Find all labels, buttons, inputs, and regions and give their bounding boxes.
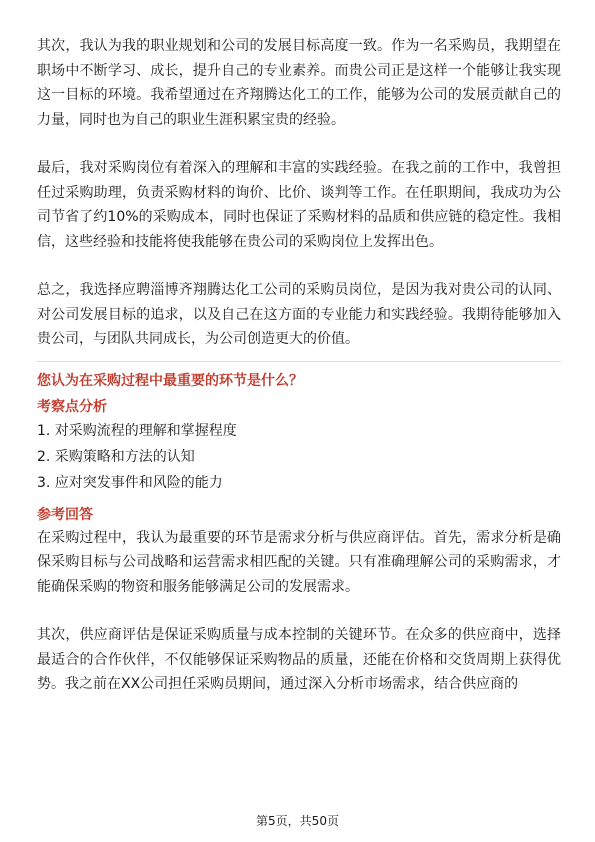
- answer-paragraph: 其次，供应商评估是保证采购质量与成本控制的关键环节。在众多的供应商中，选择最适合的合作伙伴，不仅能够保证采购物品的质量，还能在价格和交货周期上获得优势。我之前在XX公司担任采购员期间，通过深入分析市场需求，结合供应商的: [37, 627, 561, 692]
- analysis-item: 1. 对采购流程的理解和掌握程度: [37, 422, 237, 439]
- page-number-footer: 第5页，共50页: [256, 814, 339, 828]
- analysis-item: 2. 采购策略和方法的认知: [37, 448, 195, 465]
- body-paragraph: 最后，我对采购岗位有着深入的理解和丰富的实践经验。在我之前的工作中，我曾担任过采购助理，负责采购材料的询价、比价、谈判等工作。在任职期间，我成功为公司节省了约10%的采购成本，同时也保证了采购材料的品质和供应链的稳定性。我相信，这些经验和技能将使我能够在贵公司的采购岗位上发挥出色。: [37, 160, 561, 250]
- answer-paragraph: 在采购过程中，我认为最重要的环节是需求分析与供应商评估。首先，需求分析是确保采购目标与公司战略和运营需求相匹配的关键。只有准确理解公司的采购需求，才能确保采购的物资和服务能够满足公司的发展需求。: [37, 529, 561, 595]
- analysis-heading: 考察点分析: [37, 398, 107, 415]
- analysis-item: 3. 应对突发事件和风险的能力: [37, 474, 223, 491]
- page-content: [37, 34, 561, 697]
- section-divider: [37, 361, 561, 362]
- body-paragraph: 总之，我选择应聘淄博齐翔腾达化工公司的采购员岗位，是因为我对贵公司的认同、对公司发展目标的追求，以及自己在这方面的专业能力和实践经验。我期待能够加入贵公司，与团队共同成长，为公司创造更大的价值。: [37, 282, 561, 347]
- question-heading: 您认为在采购过程中最重要的环节是什么？: [37, 372, 303, 389]
- body-paragraph: 其次，我认为我的职业规划和公司的发展目标高度一致。作为一名采购员，我期望在职场中不断学习、成长，提升自己的专业素养。而贵公司正是这样一个能够让我实现这一目标的环境。我希望通过在齐翔腾达化工的工作，能够为公司的发展贡献自己的力量，同时也为自己的职业生涯积累宝贵的经验。: [37, 38, 561, 128]
- answer-heading: 参考回答: [37, 506, 93, 523]
